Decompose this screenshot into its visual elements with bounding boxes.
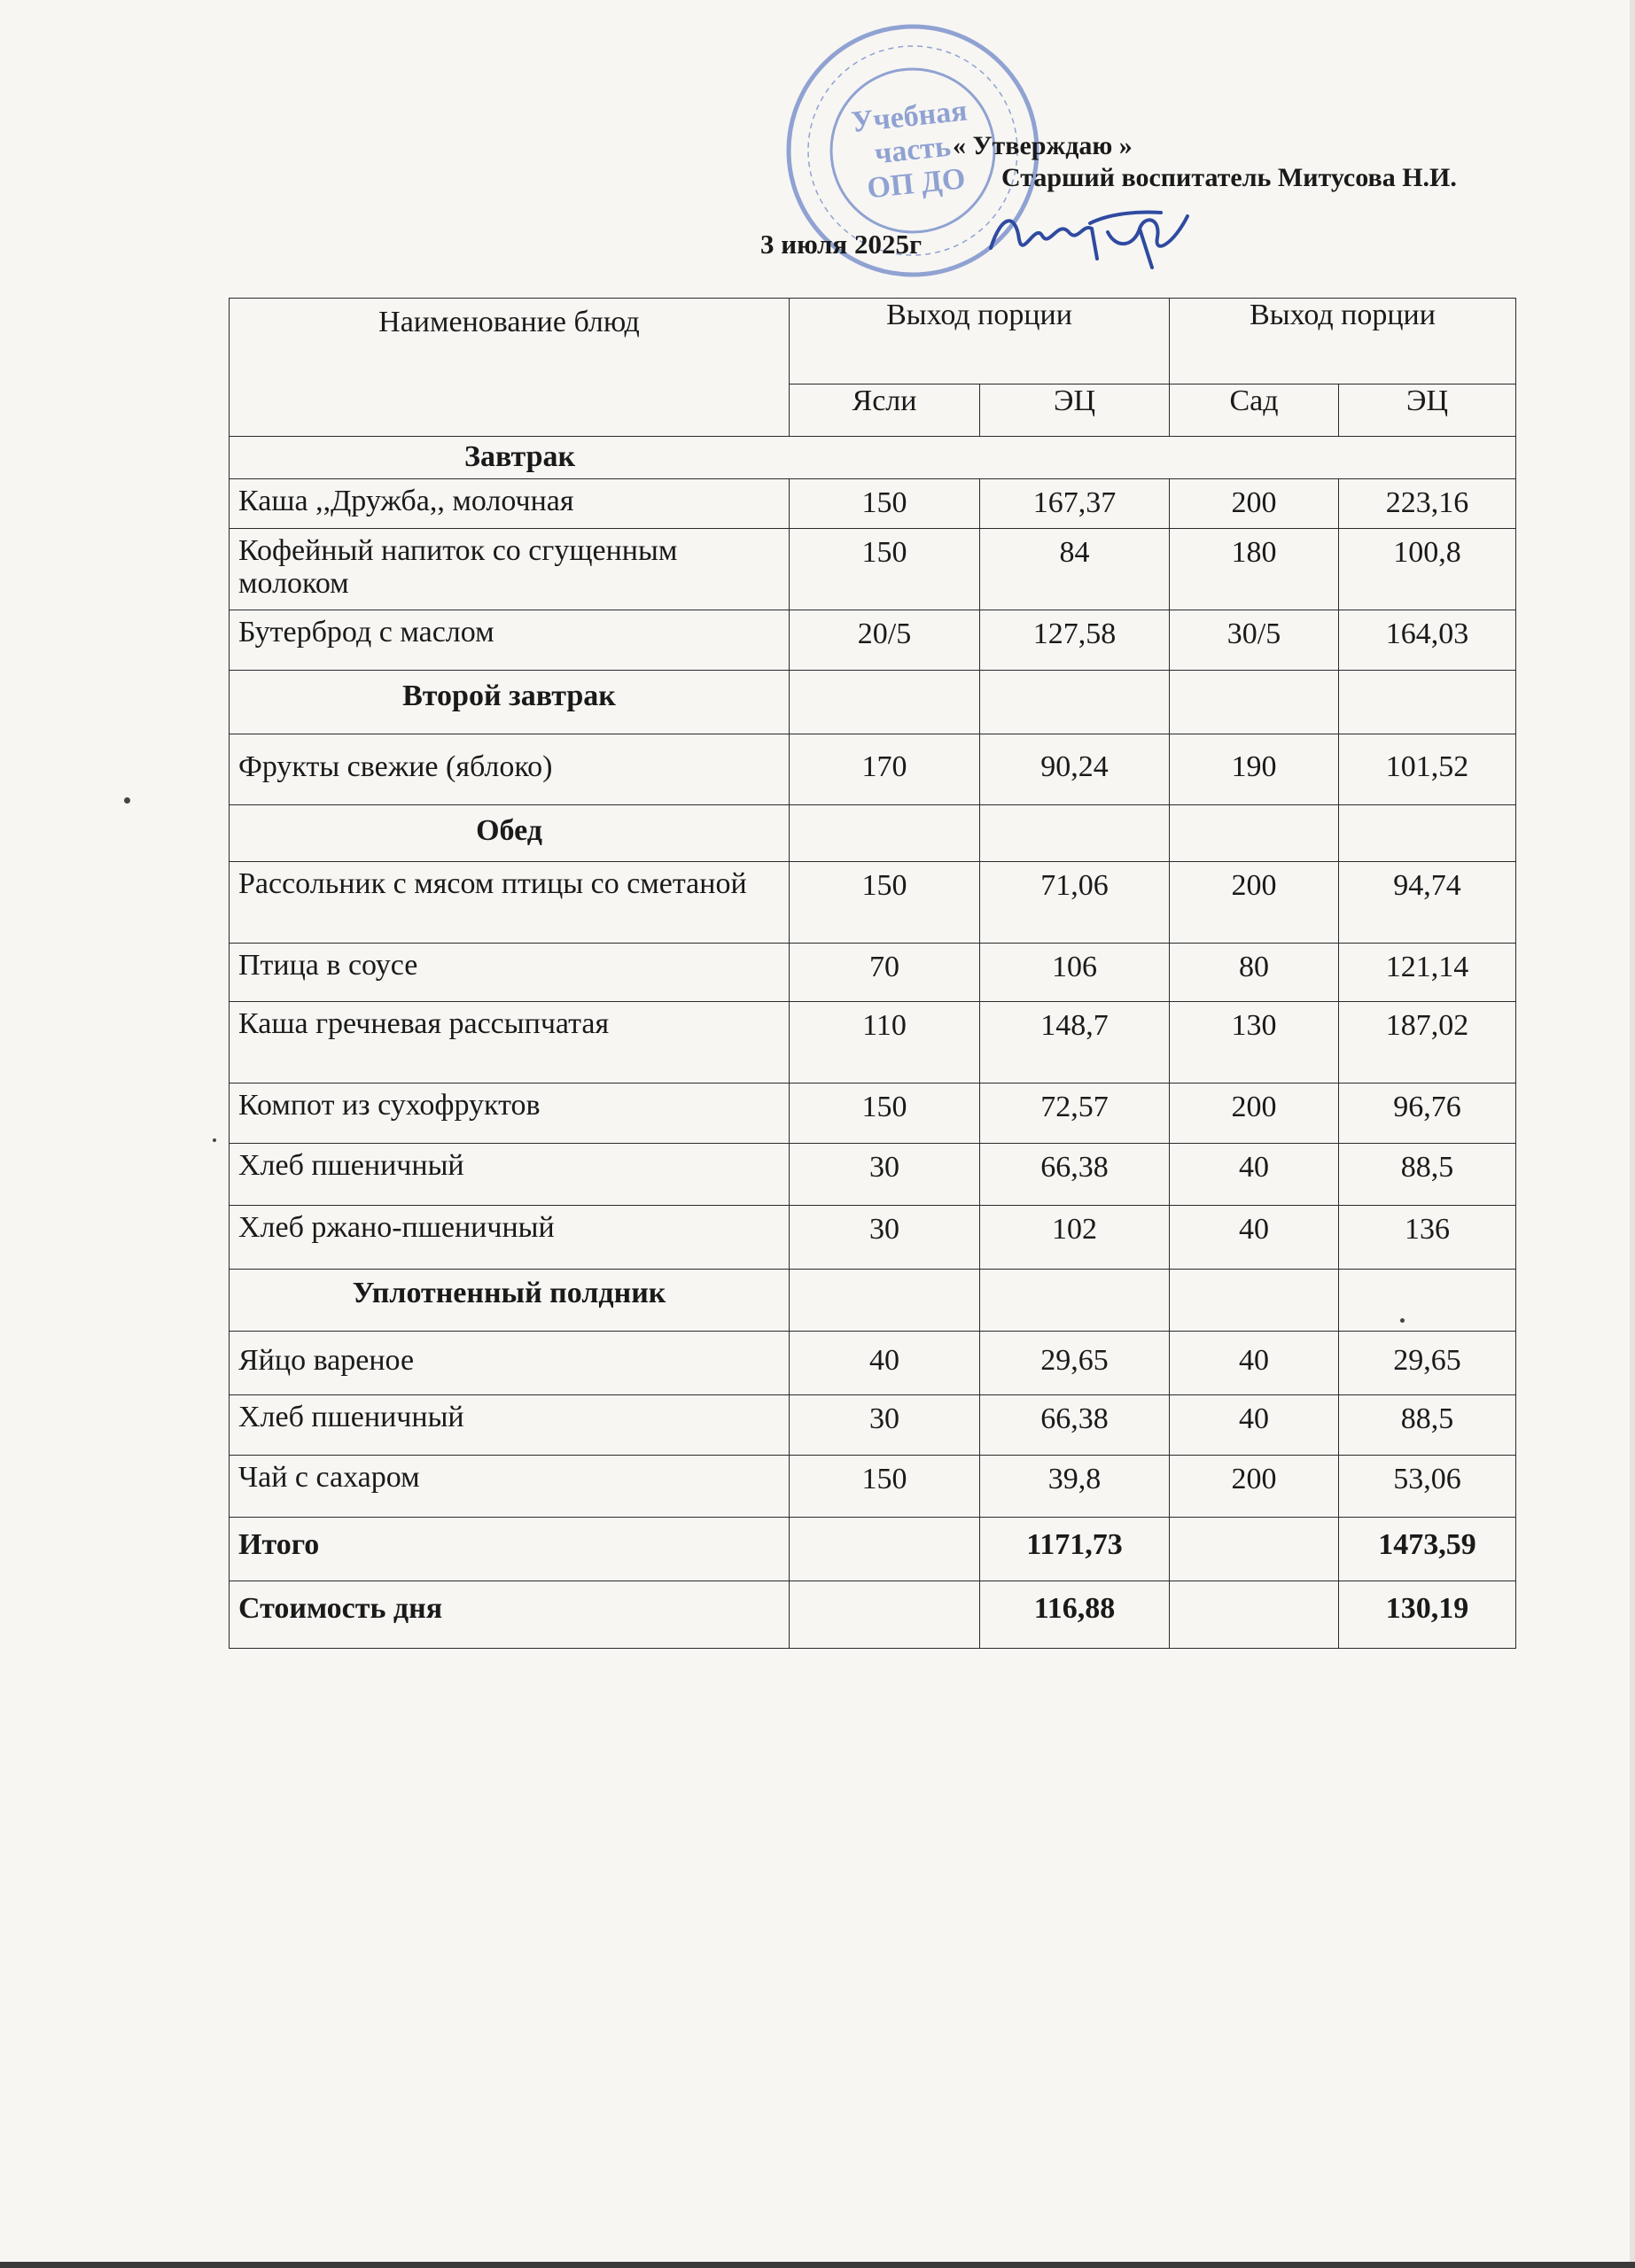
sad-ec: 164,03 — [1339, 610, 1516, 671]
dish-name: Фрукты свежие (яблоко) — [230, 734, 790, 805]
yasli-ec: 29,65 — [980, 1332, 1170, 1395]
sad-ec: 88,5 — [1339, 1395, 1516, 1456]
table-row — [230, 1002, 1516, 1084]
day-cost-row — [230, 1581, 1516, 1649]
yasli-ec: 66,38 — [980, 1144, 1170, 1206]
sad-portion: 180 — [1170, 529, 1339, 610]
day-cost-label: Стоимость дня — [230, 1581, 790, 1649]
dish-name: Каша гречневая рассыпчатая — [230, 1002, 790, 1084]
yasli-portion: 20/5 — [790, 610, 980, 671]
empty-cell — [790, 1270, 980, 1332]
table-row — [230, 1395, 1516, 1456]
table-row — [230, 529, 1516, 610]
day-cost-sad: 130,19 — [1339, 1581, 1516, 1649]
yasli-ec: 106 — [980, 944, 1170, 1002]
yasli-portion: 110 — [790, 1002, 980, 1084]
sad-ec: 187,02 — [1339, 1002, 1516, 1084]
dish-name: Компот из сухофруктов — [230, 1084, 790, 1144]
ec-header-1: ЭЦ — [980, 384, 1170, 437]
yasli-ec: 127,58 — [980, 610, 1170, 671]
sad-ec: 94,74 — [1339, 862, 1516, 944]
empty-cell — [1170, 671, 1339, 734]
dish-name-header: Наименование блюд — [230, 299, 790, 437]
dish-name: Хлеб пшеничный — [230, 1395, 790, 1456]
yasli-ec: 167,37 — [980, 479, 1170, 529]
sad-portion: 40 — [1170, 1332, 1339, 1395]
svg-text:часть: часть — [873, 129, 953, 171]
portion-header-nursery: Выход порции — [790, 299, 1170, 384]
dish-name: Рассольник с мясом птицы со сметаной — [230, 862, 790, 944]
document-date: 3 июля 2025г — [760, 229, 923, 260]
section-snack: Уплотненный полдник — [230, 1270, 790, 1332]
sad-ec: 53,06 — [1339, 1456, 1516, 1518]
yasli-portion: 150 — [790, 1456, 980, 1518]
sad-portion: 200 — [1170, 479, 1339, 529]
yasli-ec: 90,24 — [980, 734, 1170, 805]
section-lunch: Обед — [230, 805, 790, 862]
empty-cell — [980, 671, 1170, 734]
empty-cell — [1339, 671, 1516, 734]
sad-portion: 130 — [1170, 1002, 1339, 1084]
sad-portion: 200 — [1170, 1084, 1339, 1144]
table-row — [230, 1144, 1516, 1206]
scan-bottom-edge — [0, 2262, 1635, 2268]
sad-ec: 223,16 — [1339, 479, 1516, 529]
yasli-portion: 150 — [790, 479, 980, 529]
dish-name: Чай с сахаром — [230, 1456, 790, 1518]
empty-cell — [1170, 1270, 1339, 1332]
section-breakfast: Завтрак — [230, 437, 1516, 479]
approver-position: Старший воспитатель Митусова Н.И. — [1001, 163, 1457, 192]
yasli-portion: 30 — [790, 1206, 980, 1270]
scan-speck — [124, 797, 130, 804]
page-edge — [1630, 0, 1635, 2268]
yasli-portion: 150 — [790, 1084, 980, 1144]
yasli-portion: 30 — [790, 1144, 980, 1206]
dish-name: Каша ,,Дружба,, молочная — [230, 479, 790, 529]
dish-name: Хлеб пшеничный — [230, 1144, 790, 1206]
sad-portion: 40 — [1170, 1144, 1339, 1206]
dish-name: Кофейный напиток со сгущенным молоком — [230, 529, 790, 610]
empty-cell — [1170, 1518, 1339, 1581]
empty-cell — [790, 1581, 980, 1649]
header-row — [230, 299, 1516, 384]
approve-label: « Утверждаю » — [953, 131, 1133, 160]
empty-cell — [1339, 805, 1516, 862]
sad-portion: 200 — [1170, 1456, 1339, 1518]
sad-portion: 30/5 — [1170, 610, 1339, 671]
table-row — [230, 479, 1516, 529]
sad-ec: 121,14 — [1339, 944, 1516, 1002]
dish-name: Хлеб ржано-пшеничный — [230, 1206, 790, 1270]
yasli-ec: 39,8 — [980, 1456, 1170, 1518]
yasli-portion: 150 — [790, 862, 980, 944]
empty-cell — [1170, 1581, 1339, 1649]
empty-cell — [790, 1518, 980, 1581]
svg-text:Учебная: Учебная — [849, 94, 969, 139]
table-row — [230, 944, 1516, 1002]
section-row-second-breakfast — [230, 671, 1516, 734]
yasli-ec: 71,06 — [980, 862, 1170, 944]
table-row — [230, 1456, 1516, 1518]
table-row — [230, 1332, 1516, 1395]
total-ec-yasli: 1171,73 — [980, 1518, 1170, 1581]
section-row-lunch — [230, 805, 1516, 862]
table-row — [230, 1084, 1516, 1144]
total-ec-sad: 1473,59 — [1339, 1518, 1516, 1581]
sad-ec: 29,65 — [1339, 1332, 1516, 1395]
yasli-ec: 84 — [980, 529, 1170, 610]
yasli-portion: 70 — [790, 944, 980, 1002]
signature — [984, 197, 1205, 276]
empty-cell — [1170, 805, 1339, 862]
section-second-breakfast: Второй завтрак — [230, 671, 790, 734]
sad-portion: 40 — [1170, 1395, 1339, 1456]
yasli-portion: 150 — [790, 529, 980, 610]
day-cost-yasli: 116,88 — [980, 1581, 1170, 1649]
scan-speck — [213, 1138, 216, 1142]
sad-portion: 200 — [1170, 862, 1339, 944]
dish-name: Яйцо вареное — [230, 1332, 790, 1395]
yasli-header: Ясли — [790, 384, 980, 437]
yasli-ec: 72,57 — [980, 1084, 1170, 1144]
dish-name: Бутерброд с маслом — [230, 610, 790, 671]
table-row — [230, 734, 1516, 805]
empty-cell — [980, 805, 1170, 862]
yasli-portion: 40 — [790, 1332, 980, 1395]
sad-header: Сад — [1170, 384, 1339, 437]
scan-speck — [1400, 1318, 1405, 1323]
sad-portion: 40 — [1170, 1206, 1339, 1270]
section-row-snack — [230, 1270, 1516, 1332]
section-row-breakfast — [230, 437, 1516, 479]
sad-ec: 96,76 — [1339, 1084, 1516, 1144]
yasli-portion: 170 — [790, 734, 980, 805]
sad-ec: 101,52 — [1339, 734, 1516, 805]
empty-cell — [790, 671, 980, 734]
sad-ec: 88,5 — [1339, 1144, 1516, 1206]
svg-text:ОП ДО: ОП ДО — [865, 162, 968, 206]
empty-cell — [980, 1270, 1170, 1332]
empty-cell — [1339, 1270, 1516, 1332]
yasli-ec: 102 — [980, 1206, 1170, 1270]
table-row — [230, 610, 1516, 671]
yasli-ec: 148,7 — [980, 1002, 1170, 1084]
dish-name: Птица в соусе — [230, 944, 790, 1002]
ec-header-2: ЭЦ — [1339, 384, 1516, 437]
table-row — [230, 862, 1516, 944]
yasli-ec: 66,38 — [980, 1395, 1170, 1456]
menu-table — [229, 298, 1516, 1649]
sad-portion: 80 — [1170, 944, 1339, 1002]
yasli-portion: 30 — [790, 1395, 980, 1456]
sad-portion: 190 — [1170, 734, 1339, 805]
sad-ec: 136 — [1339, 1206, 1516, 1270]
portion-header-garden: Выход порции — [1170, 299, 1516, 384]
total-label: Итого — [230, 1518, 790, 1581]
total-row — [230, 1518, 1516, 1581]
table-row — [230, 1206, 1516, 1270]
empty-cell — [790, 805, 980, 862]
sad-ec: 100,8 — [1339, 529, 1516, 610]
